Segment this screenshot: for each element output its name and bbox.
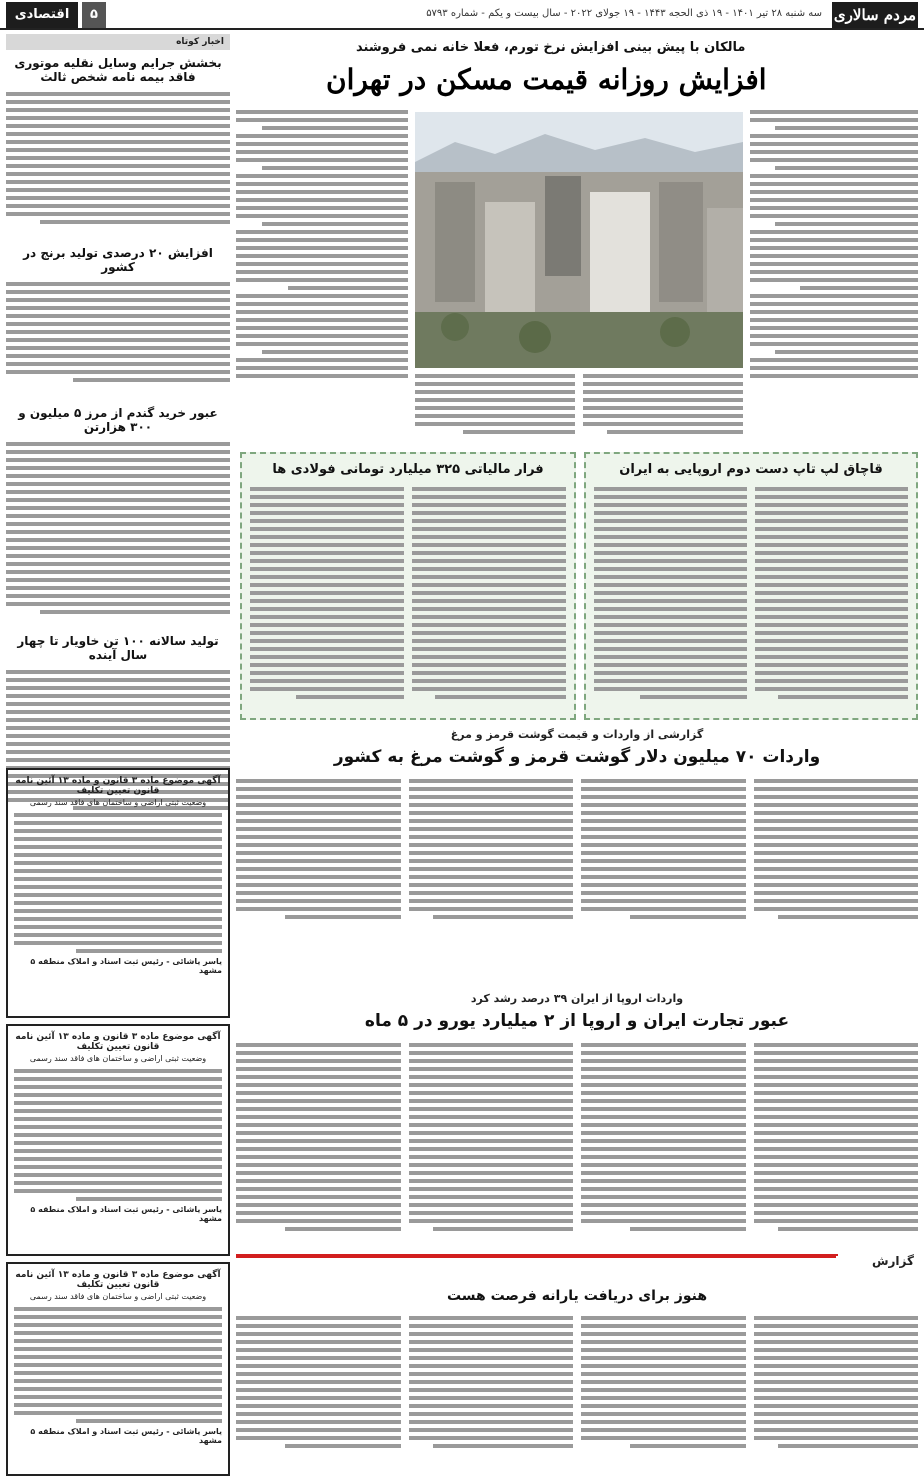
report-accent-line: [236, 1254, 836, 1258]
report-tag: گزارش: [838, 1254, 918, 1272]
meat-kicker: گزارشی از واردات و قیمت گوشت قرمز و مرغ: [450, 728, 704, 741]
masthead: [0, 0, 924, 30]
main-story: [236, 40, 918, 96]
sidebar-item: [6, 246, 230, 386]
sidebar-headline: تولید سالانه ۱۰۰ تن خاویار تا چهار سال آینده: [17, 634, 219, 662]
report-headline: هنوز برای دریافت یارانه فرصت هست: [446, 1288, 708, 1304]
sidebar-headline: افزایش ۲۰ درصدی تولید برنج در کشور: [23, 246, 213, 274]
sidebar-headline: بخشش جرایم وسایل نقلیه موتوری فاقد بیمه نامه شخص ثالث: [14, 56, 222, 84]
main-headline: افزایش روزانه قیمت مسکن در تهران: [326, 63, 767, 96]
legal-notice-ad: [6, 768, 230, 1018]
article-box-laptop: [584, 452, 918, 720]
trade-story: [236, 992, 918, 1235]
main-body-col-1: [750, 110, 918, 382]
meat-story: [236, 728, 918, 923]
sidebar-headline: عبور خرید گندم از مرز ۵ میلیون و ۳۰۰ هزارتن: [18, 406, 218, 434]
report-bar: [236, 1254, 918, 1272]
legal-notice-ad: [6, 1024, 230, 1256]
main-body-under-photo: [415, 374, 743, 438]
ad-footer: یاسر یاشائی - رئیس ثبت اسناد و املاک منطقه ۵ مشهد: [30, 1427, 222, 1445]
sidebar-item: [6, 406, 230, 618]
newspaper-logo: مردم سالاری: [832, 2, 918, 28]
report-story: [236, 1288, 918, 1452]
meat-headline: واردات ۷۰ میلیون دلار گوشت قرمز و گوشت مرغ به کشور: [333, 747, 821, 767]
ad-subtitle: وضعیت ثبتی اراضی و ساختمان های فاقد سند رسمی: [29, 1292, 207, 1301]
ad-footer: یاسر یاشائی - رئیس ثبت اسناد و املاک منطقه ۵ مشهد: [30, 957, 222, 975]
ad-title: آگهی موضوع ماده ۳ قانون و ماده ۱۳ آئین نامه قانون تعیین تکلیف: [15, 1270, 221, 1290]
sidebar-item: [6, 56, 230, 228]
steel-headline: فرار مالیاتی ۳۲۵ میلیارد تومانی فولادی ها: [272, 462, 544, 477]
left-sidebar: [6, 34, 230, 1481]
article-box-steel: [240, 452, 576, 720]
ad-subtitle: وضعیت ثبتی اراضی و ساختمان های فاقد سند رسمی: [29, 1054, 207, 1063]
short-news-tag: اخبار کوتاه: [6, 34, 230, 50]
ad-subtitle: وضعیت ثبتی اراضی و ساختمان های فاقد سند رسمی: [29, 798, 207, 807]
trade-headline: عبور تجارت ایران و اروپا از ۲ میلیارد یورو در ۵ ماه: [364, 1011, 790, 1031]
date-line: سه شنبه ۲۸ تیر ۱۴۰۱ - ۱۹ ذی الحجه ۱۴۴۳ - ۱۹ جولای ۲۰۲۲ - سال بیست و یکم - شماره ۵۷۹۳: [426, 8, 822, 19]
trade-kicker: واردات اروپا از ایران ۳۹ درصد رشد کرد: [470, 992, 684, 1005]
ad-footer: یاسر یاشائی - رئیس ثبت اسناد و املاک منطقه ۵ مشهد: [30, 1205, 222, 1223]
page-number: ۵: [82, 2, 106, 28]
legal-notice-ad: [6, 1262, 230, 1476]
section-title: اقتصادی: [6, 2, 78, 28]
main-body-col-3: [236, 110, 408, 382]
city-photo: [415, 112, 743, 368]
ad-title: آگهی موضوع ماده ۳ قانون و ماده ۱۳ آئین نامه قانون تعیین تکلیف: [15, 776, 221, 796]
laptop-headline: قاچاق لپ تاپ دست دوم اروپایی به ایران: [619, 462, 883, 477]
tehran-skyline-image: [415, 112, 743, 368]
ad-title: آگهی موضوع ماده ۳ قانون و ماده ۱۳ آئین نامه قانون تعیین تکلیف: [15, 1032, 221, 1052]
main-kicker: مالکان با پیش بینی افزایش نرخ تورم، فعلا خانه نمی فروشند: [356, 40, 746, 55]
